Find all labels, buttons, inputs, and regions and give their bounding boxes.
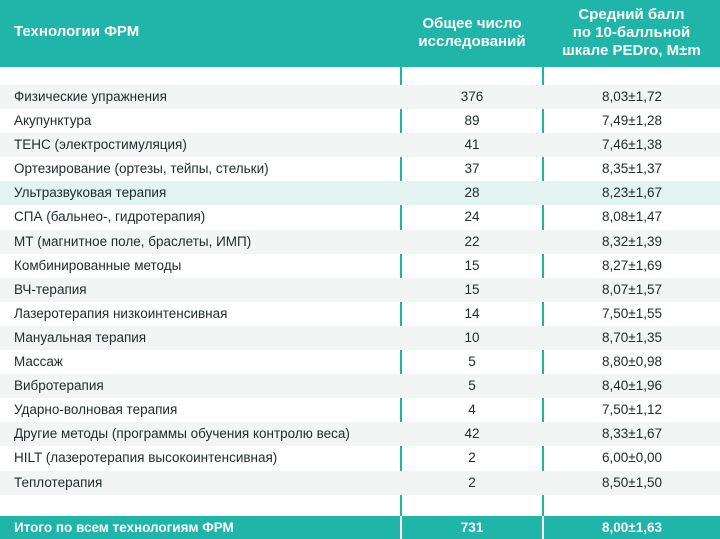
table-body bbox=[0, 85, 720, 495]
footer-label: Итого по всем технологиям ФРМ bbox=[14, 520, 234, 535]
study-count: 41 bbox=[464, 137, 480, 153]
study-count: 42 bbox=[464, 426, 480, 442]
table-footer-total bbox=[0, 516, 720, 539]
study-count: 5 bbox=[468, 378, 476, 394]
technology-name: Физические упражнения bbox=[14, 89, 167, 104]
table-row bbox=[0, 278, 720, 302]
study-count: 376 bbox=[460, 89, 484, 104]
technology-name: Лазеротерапия низкоинтенсивная bbox=[14, 305, 228, 321]
pedro-score: 8,27±1,69 bbox=[602, 257, 662, 273]
technology-name: Теплотерапия bbox=[14, 474, 103, 490]
technology-name: ТЕНС (электростимуляция) bbox=[14, 137, 187, 153]
technology-name: Другие методы (программы обучения контролю веса) bbox=[14, 426, 350, 442]
technology-name: Ультразвуковая терапия bbox=[14, 185, 167, 201]
study-count: 22 bbox=[464, 233, 480, 249]
pedro-score: 8,50±1,50 bbox=[602, 474, 662, 490]
header-study-count-line1: Общее число bbox=[422, 15, 522, 32]
pedro-score: 8,07±1,57 bbox=[602, 281, 662, 297]
technology-name: HILT (лазеротерапия высокоинтенсивная) bbox=[14, 450, 278, 466]
study-count: 5 bbox=[468, 354, 476, 370]
header-pedro-line2: по 10-балльной bbox=[572, 24, 691, 41]
table-row bbox=[0, 205, 720, 229]
table-row bbox=[0, 446, 720, 470]
technology-name: Массаж bbox=[14, 354, 63, 370]
header-technologies: Технологии ФРМ bbox=[14, 23, 140, 40]
study-count: 14 bbox=[464, 305, 480, 321]
pedro-score: 8,32±1,39 bbox=[602, 233, 662, 249]
table-row bbox=[0, 422, 720, 446]
study-count: 15 bbox=[464, 281, 480, 297]
header-pedro-line1: Средний балл bbox=[578, 6, 685, 23]
pedro-score: 8,40±1,96 bbox=[602, 378, 662, 394]
technology-name: Комбинированные методы bbox=[14, 257, 182, 273]
pedro-score: 8,70±1,35 bbox=[602, 329, 662, 345]
table-row bbox=[0, 109, 720, 133]
technology-name: Ортезирование (ортезы, тейпы, стельки) bbox=[14, 161, 269, 177]
study-count: 2 bbox=[468, 450, 476, 466]
table-row bbox=[0, 230, 720, 254]
header-study-count bbox=[402, 15, 542, 51]
pedro-score: 8,33±1,67 bbox=[602, 426, 662, 442]
table-row bbox=[0, 326, 720, 350]
study-count: 28 bbox=[464, 185, 480, 201]
technology-name: ВЧ-терапия bbox=[14, 281, 87, 297]
pedro-score: 7,50±1,55 bbox=[602, 305, 662, 321]
technology-name: МТ (магнитное поле, браслеты, ИМП) bbox=[14, 233, 252, 249]
technology-name: Мануальная терапия bbox=[14, 329, 147, 345]
pedro-score: 7,50±1,12 bbox=[602, 402, 662, 418]
study-count: 89 bbox=[464, 113, 480, 129]
table-row bbox=[0, 181, 720, 205]
study-count: 4 bbox=[468, 402, 476, 418]
table-row bbox=[0, 85, 720, 109]
technology-name: СПА (бальнео-, гидротерапия) bbox=[14, 209, 206, 225]
table-row bbox=[0, 374, 720, 398]
header-pedro-line3: шкале PEDro, M±m bbox=[562, 42, 701, 59]
pedro-score: 8,80±0,98 bbox=[602, 354, 662, 370]
pedro-score: 7,49±1,28 bbox=[602, 113, 662, 129]
table-header bbox=[0, 0, 720, 67]
pedro-score: 8,23±1,67 bbox=[602, 185, 662, 201]
study-count: 10 bbox=[464, 329, 480, 345]
pedro-score: 8,08±1,47 bbox=[602, 209, 662, 225]
technology-name: Ударно-волновая терапия bbox=[14, 402, 178, 418]
table-row bbox=[0, 254, 720, 278]
table-row bbox=[0, 471, 720, 495]
table-row bbox=[0, 398, 720, 422]
study-count: 37 bbox=[464, 161, 480, 177]
header-pedro-score bbox=[543, 6, 720, 60]
pedro-score: 8,03±1,72 bbox=[602, 89, 662, 104]
technology-name: Вибротерапия bbox=[14, 378, 104, 394]
study-count: 15 bbox=[464, 257, 480, 273]
pedro-score: 8,35±1,37 bbox=[602, 161, 662, 177]
pedro-score: 6,00±0,00 bbox=[602, 450, 662, 466]
footer-count: 731 bbox=[460, 520, 484, 535]
table-row bbox=[0, 302, 720, 326]
study-count: 24 bbox=[464, 209, 480, 225]
table-row bbox=[0, 157, 720, 181]
technology-name: Акупунктура bbox=[14, 113, 92, 129]
pedro-score: 7,46±1,38 bbox=[602, 137, 662, 153]
table-row bbox=[0, 350, 720, 374]
footer-score: 8,00±1,63 bbox=[602, 520, 662, 535]
table-row bbox=[0, 133, 720, 157]
study-count: 2 bbox=[468, 474, 476, 490]
header-study-count-line2: исследований bbox=[418, 33, 526, 50]
